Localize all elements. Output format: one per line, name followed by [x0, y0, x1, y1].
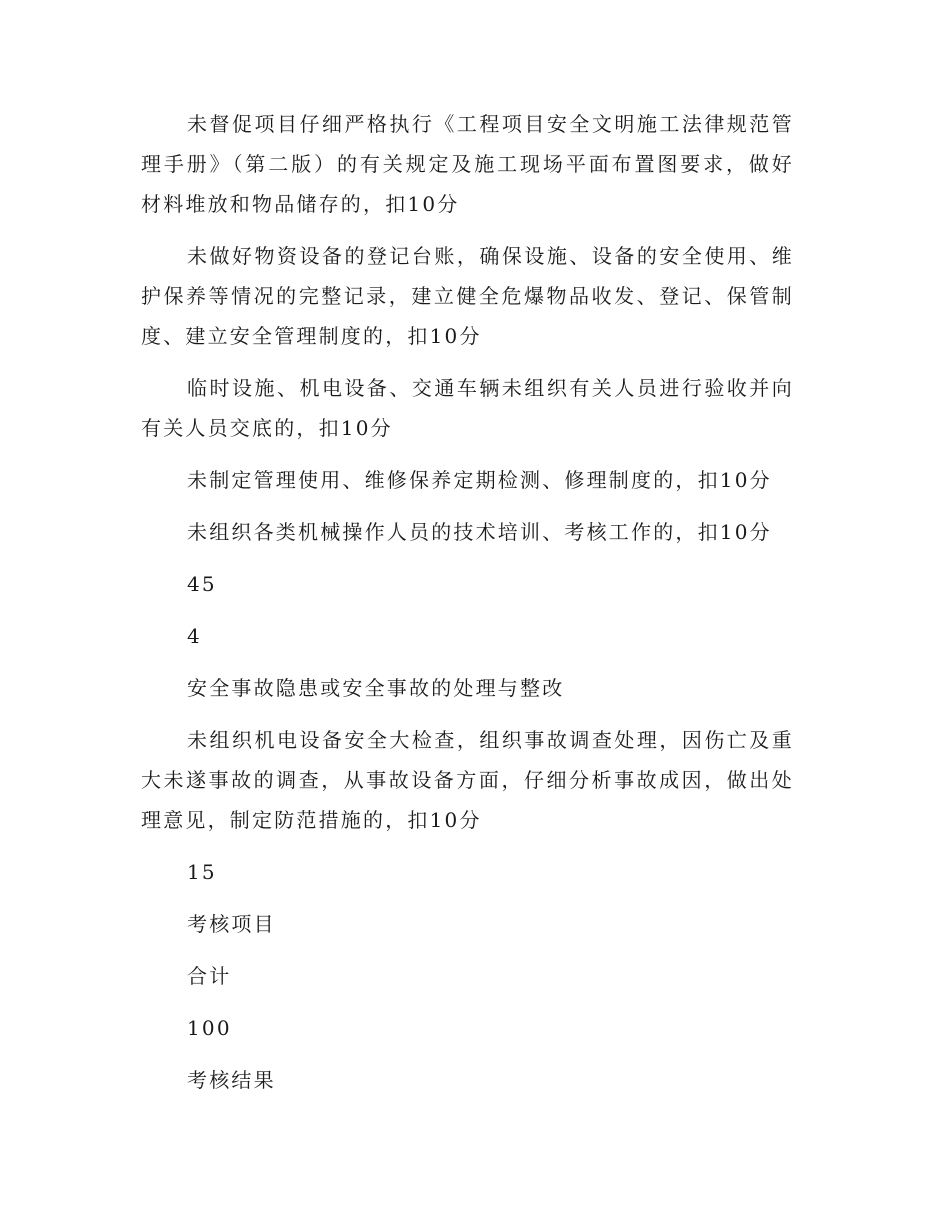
- item-title-accident-handling: 安全事故隐患或安全事故的处理与整改: [187, 676, 565, 700]
- paragraph-maintenance-system: 未制定管理使用、维修保养定期检测、修理制度的，扣10分: [187, 468, 772, 492]
- total-score-value: 100: [187, 1016, 232, 1040]
- paragraph-material-storage: 未督促项目仔细严格执行《工程项目安全文明施工法律规范管理手册》（第二版）的有关规定及施工现场平面布置图要求，做好材料堆放和物品储存的，扣10分: [141, 112, 794, 216]
- label-total: 合计: [187, 964, 232, 988]
- score-value-45: 45: [187, 572, 217, 596]
- score-value-15: 15: [187, 860, 217, 884]
- label-assessment-item: 考核项目: [187, 912, 276, 936]
- paragraph-safety-inspection: 未组织机电设备安全大检查，组织事故调查处理，因伤亡及重大未遂事故的调查，从事故设备方面，仔细分析事故成因，做出处理意见，制定防范措施的，扣10分: [141, 728, 794, 832]
- paragraph-equipment-ledger: 未做好物资设备的登记台账，确保设施、设备的安全使用、维护保养等情况的完整记录，建立健全危爆物品收发、登记、保管制度、建立安全管理制度的，扣10分: [141, 244, 794, 348]
- paragraph-operator-training: 未组织各类机械操作人员的技术培训、考核工作的，扣10分: [187, 520, 772, 544]
- paragraph-acceptance-inspection: 临时设施、机电设备、交通车辆未组织有关人员进行验收并向有关人员交底的，扣10分: [141, 376, 794, 440]
- item-number-4: 4: [187, 624, 202, 648]
- label-assessment-result: 考核结果: [187, 1068, 276, 1092]
